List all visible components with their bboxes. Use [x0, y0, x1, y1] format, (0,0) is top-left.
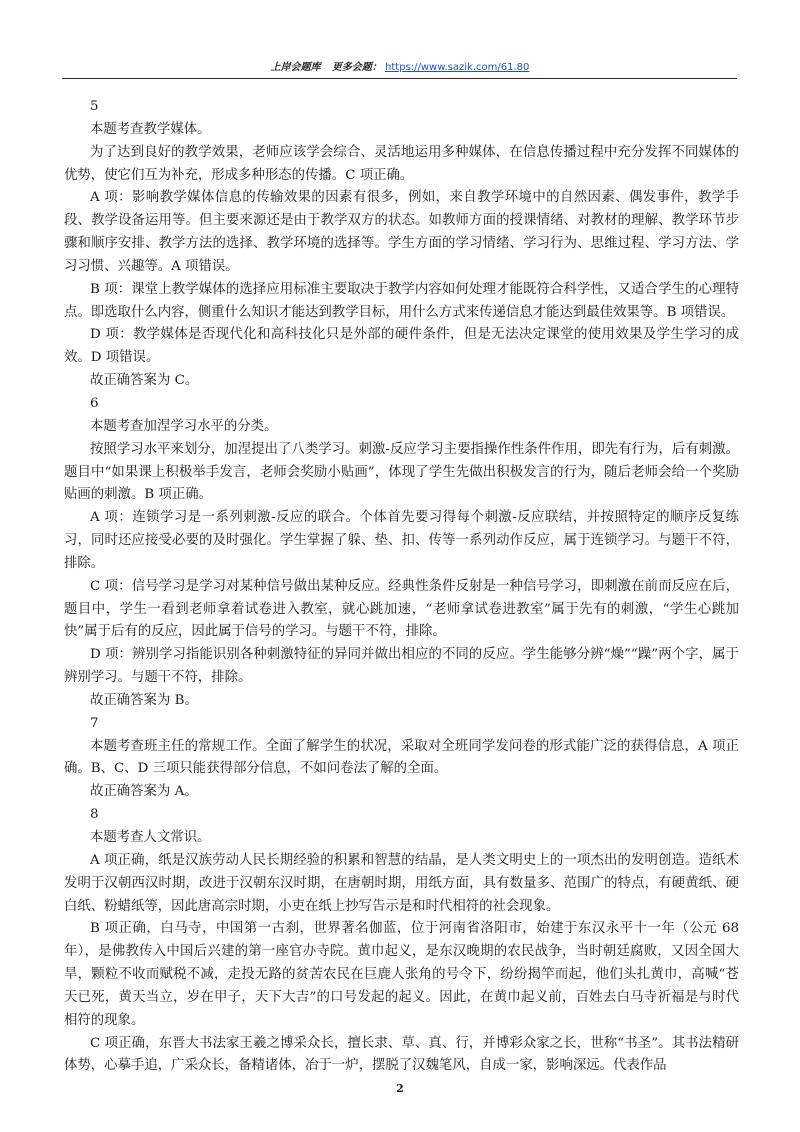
paragraph: 本题考查加涅学习水平的分类。: [90, 418, 278, 434]
paragraph: A 项：连锁学习是一系列刺激-反应的联合。个体首先要习得每个刺激-反应联结，并按照特定的顺序反复练习，同时还应接受必要的及时强化。学生掌握了躲、垫、扣、传等一系列动作反应，属于连锁学习。与题干不符，排除。: [64, 510, 739, 571]
paragraph: B 项正确，白马寺，中国第一古刹，世界著名伽蓝，位于河南省洛阳市，始建于东汉永平十一年（公元 68 年），是佛教传入中国后兴建的第一座官办寺院。黄巾起义，是东汉晚期的农民战争，当时朝廷腐败，又因全国大旱，颗粒不收而赋税不减，走投无路的贫苦农民在巨鹿人张角的号令下，纷纷揭竿而起，他们头扎黄巾，高喊“苍天已死，黄天当立，岁在甲子，天下大吉”的口号发起的起义。因此，在黄巾起义前，百姓去白马寺祈福是与时代相符的现象。: [64, 921, 739, 1028]
paragraph: 按照学习水平来划分，加涅提出了八类学习。刺激-反应学习主要指操作性条件作用，即先有行为，后有刺激。题目中“如果课上积极举手发言，老师会奖励小贴画”，体现了学生先做出积极发言的行为，随后老师会给一个奖励贴画的刺激。B 项正确。: [64, 441, 739, 503]
paragraph: A 项：影响教学媒体信息的传输效果的因素有很多，例如，来自教学环境中的自然因素、偶发事件，教学手段、教学设备运用等。但主要来源还是由于教学双方的状态。如教师方面的授课情绪、对教材的理解、教学环节步骤和顺序安排、教学方法的选择、教学环境的选择等。学生方面的学习情绪、学习行为、思维过程、学习方法、学习习惯、兴趣等。A 项错误。: [64, 190, 739, 274]
document-body: [64, 96, 739, 1078]
answer-line: 故正确答案为 A。: [90, 784, 198, 800]
paragraph: C 项：信号学习是学习对某种信号做出某种反应。经典性条件反射是一种信号学习，即刺激在前而反应在后，题目中，学生一看到老师拿着试卷进入教室，就心跳加速，“老师拿试卷进教室”属于先有的刺激，“学生心跳加快”属于后有的反应，因此属于信号的学习。与题干不符，排除。: [64, 578, 739, 640]
paragraph: 本题考查人文常识。: [90, 830, 211, 845]
header-divider: [62, 78, 737, 79]
page-number: 2: [396, 1082, 404, 1095]
paragraph: 本题考查班主任的常规工作。全面了解学生的状况，采取对全班同学发问卷的形式能广泛的获得信息，A 项正确。B、C、D 三项只能获得部分信息，不如问卷法了解的全面。: [64, 738, 739, 777]
paragraph: C 项正确，东晋大书法家王羲之博采众长，擅长隶、草、真、行，并博彩众家之长，世称“书圣”。其书法精研体势，心摹手追，广采众长，备精诸体，冶于一炉，摆脱了汉魏笔风，自成一家，影响深远。代表作品: [64, 1035, 739, 1074]
question-number: 6: [90, 395, 99, 411]
more-questions-label: 更多会题：: [331, 62, 382, 73]
question-number: 5: [90, 99, 99, 114]
site-name: 上岸会题库: [270, 62, 321, 73]
question-number: 8: [90, 807, 99, 823]
answer-line: 故正确答案为 B。: [90, 692, 198, 708]
answer-line: 故正确答案为 C。: [90, 373, 199, 389]
paragraph: B 项：课堂上教学媒体的选择应用标准主要取决于教学内容如何处理才能既符合科学性，又适合学生的心理特点。即选取什么内容，侧重什么知识才能达到教学目标，用什么方式来传递信息才能达到最佳效果等。B 项错误。: [64, 281, 739, 320]
paragraph: 本题考查教学媒体。: [90, 121, 211, 137]
paragraph: 为了达到良好的教学效果，老师应该学会综合、灵活地运用多种媒体，在信息传播过程中充分发挥不同媒体的优势，使它们互为补充，形成多种形态的传播。C 项正确。: [64, 144, 739, 183]
page-header: [0, 58, 800, 73]
source-link[interactable]: https://www.sazik.com/61.80: [385, 62, 530, 73]
question-number: 7: [90, 715, 99, 731]
paragraph: D 项：教学媒体是否现代化和高科技化只是外部的硬件条件，但是无法决定课堂的使用效果及学生学习的成效。D 项错误。: [64, 327, 739, 366]
paragraph: D 项：辨别学习指能识别各种刺激特征的异同并做出相应的不同的反应。学生能够分辨“燥”“躁”两个字，属于辨别学习。与题干不符，排除。: [64, 647, 739, 686]
paragraph: A 项正确，纸是汉族劳动人民长期经验的积累和智慧的结晶，是人类文明史上的一项杰出的发明创造。造纸术发明于汉朝西汉时期，改进于汉朝东汉时期，在唐朝时期，用纸方面，具有数量多、范围广的特点，有硬黄纸、硬白纸、粉蜡纸等，因此唐高宗时期，小吏在纸上抄写告示是和时代相符的社会现象。: [64, 852, 739, 914]
